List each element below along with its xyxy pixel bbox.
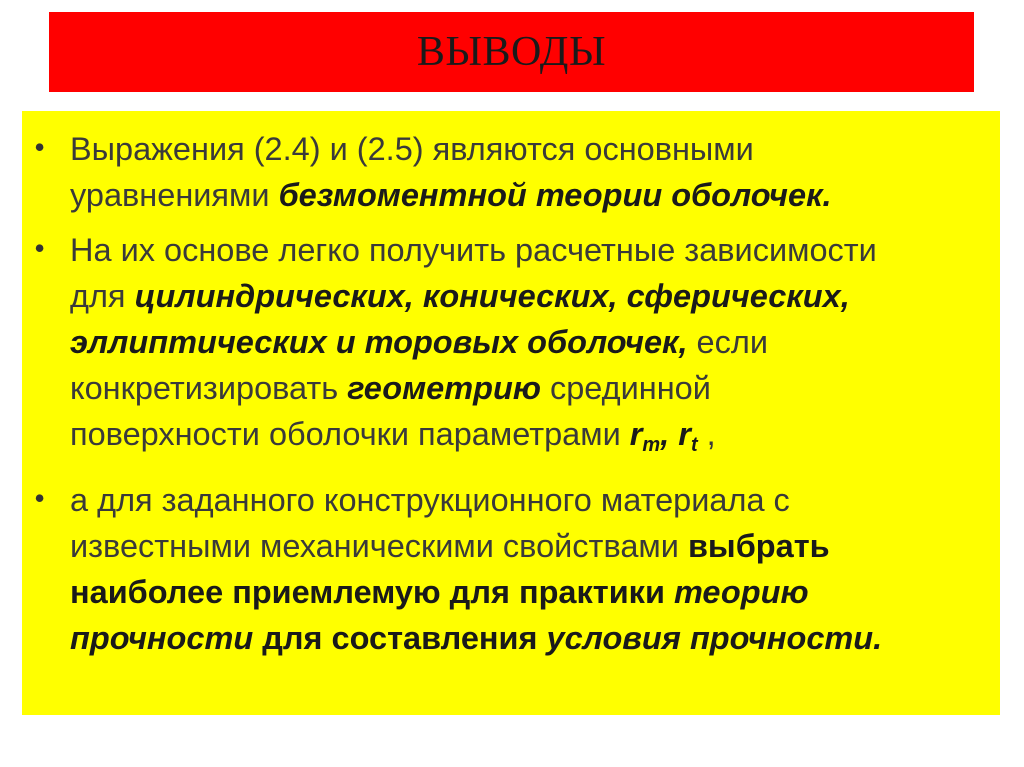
bullet-1-line-1: Выражения (2.4) и (2.5) являются основными [70,131,754,167]
bullet-2-line-3: эллиптических и торовых оболочек, если [70,324,769,360]
bullet-marker: • [34,230,46,266]
bullet-2-line-4: конкретизировать геометрию срединной [70,370,711,406]
bullet-3-line-3: наиболее приемлемую для практики теорию [70,574,809,610]
title-bar [49,12,974,92]
bullet-3-line-1: а для заданного конструкционного материала с [70,482,790,518]
content-box [22,111,1000,715]
slide-title: ВЫВОДЫ [416,29,607,75]
bullet-marker: • [34,480,46,516]
bullet-3-line-2: известными механическими свойствами выбрать [70,528,830,564]
bullet-2-line-5: поверхности оболочки параметрами $r_m$, $r_t$ , [70,416,716,456]
bullet-2-line-2: для цилиндрических, конических, сферических, [70,278,850,314]
bullet-3-line-4: прочности для составления условия прочности. [70,620,883,656]
bullet-2-line-1: На их основе легко получить расчетные зависимости [70,232,877,268]
bullet-1-line-2: уравнениями безмоментной теории оболочек. [70,177,832,213]
bullet-marker: • [34,129,46,165]
